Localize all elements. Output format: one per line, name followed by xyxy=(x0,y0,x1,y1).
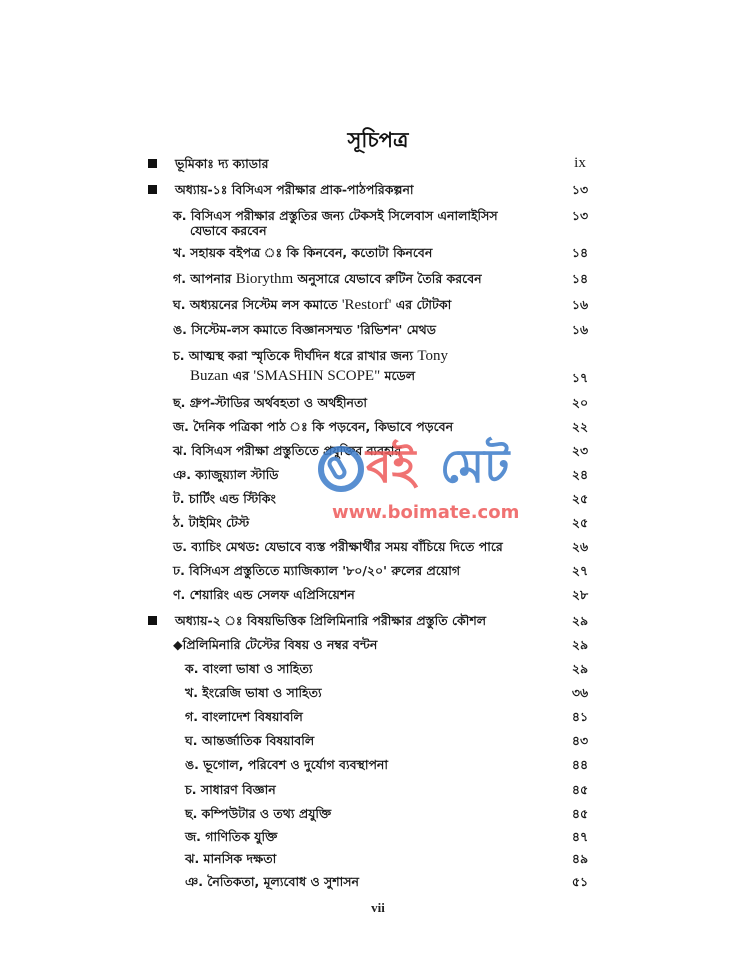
toc-label xyxy=(173,297,451,313)
toc-label-part: এর xyxy=(228,368,254,383)
toc-label: ঞ. ক্যাজুয়্যাল স্টাডি xyxy=(173,467,279,482)
toc-label: ড. ব্যাচিং মেথড: যেভাবে ব্যস্ত পরীক্ষার্থীর সময় বাঁচিয়ে দিতে পারে xyxy=(173,539,503,554)
toc-label: ঘ. আন্তর্জাতিক বিষয়াবলি xyxy=(185,733,315,748)
toc-page-number: ix xyxy=(574,155,586,171)
toc-page-number: ২৫ xyxy=(571,491,589,506)
watermark-url: www.boimate.com xyxy=(332,502,520,523)
toc-page-number: ২৯ xyxy=(571,637,589,652)
toc-page-number: ৪৫ xyxy=(571,806,589,821)
toc-label xyxy=(173,271,482,287)
toc-label: ঠ. টাইমিং টেস্ট xyxy=(173,515,250,530)
toc-label: ঞ. নৈতিকতা, মূল্যবোধ ও সুশাসন xyxy=(185,874,360,889)
toc-page-number: ৪৭ xyxy=(571,829,589,844)
toc-label-part: অনুসারে যেভাবে রুটিন তৈরি করবেন xyxy=(293,271,482,286)
square-bullet-icon xyxy=(148,159,157,168)
toc-label-latin: 'SMASHIN SCOPE" xyxy=(253,368,381,384)
toc-page-number: ২৭ xyxy=(571,563,589,578)
paperclip-icon xyxy=(325,454,349,482)
toc-label: ভূমিকাঃ দ্য ক্যাডার xyxy=(175,156,269,171)
toc-label-part: ঘ. অধ্যয়নের সিস্টেম লস কমাতে xyxy=(173,297,342,312)
toc-label: ঢ. বিসিএস প্রস্তুতিতে ম্যাজিক্যাল '৮০/২০' রুলের প্রয়োগ xyxy=(173,563,461,578)
toc-label: জ. গাণিতিক যুক্তি xyxy=(185,829,278,844)
watermark-text-red: বই xyxy=(366,439,416,493)
toc-label-latin: 'Restorf' xyxy=(341,297,392,313)
toc-label: ছ. কম্পিউটার ও তথ্য প্রযুক্তি xyxy=(185,806,332,821)
toc-page-number: ৪৫ xyxy=(571,782,589,797)
toc-label: ছ. গ্রুপ-স্টাডির অর্থবহতা ও অর্থহীনতা xyxy=(173,395,367,410)
toc-page-number: ২৮ xyxy=(571,587,589,602)
toc-label: ◆প্রিলিমিনারি টেস্টের বিষয় ও নম্বর বন্টন xyxy=(173,637,378,652)
toc-label: ঝ. মানসিক দক্ষতা xyxy=(185,851,277,866)
toc-label-latin: Tony xyxy=(417,348,448,364)
toc-page-number: ১৪ xyxy=(571,271,589,286)
toc-label-continued: যেভাবে করবেন xyxy=(190,223,267,238)
page-title: সূচিপত্র xyxy=(347,128,409,152)
toc-label: ণ. শেয়ারিং এন্ড সেলফ এপ্রিসিয়েশন xyxy=(173,587,355,602)
toc-page-number: ৩৬ xyxy=(571,685,589,700)
square-bullet-icon xyxy=(148,185,157,194)
toc-page-number: ১৩ xyxy=(571,182,589,197)
toc-label: ঙ. ভূগোল, পরিবেশ ও দুর্যোগ ব্যবস্থাপনা xyxy=(185,757,389,772)
toc-page-number: ২৩ xyxy=(571,443,589,458)
toc-label: ক. বিসিএস পরীক্ষার প্রস্তুতির জন্য টেকসই সিলেবাস এনালাইসিস xyxy=(173,208,498,223)
toc-page-number: ২৯ xyxy=(571,661,589,676)
toc-page-number: ৪৩ xyxy=(571,733,589,748)
toc-page-number: ১৬ xyxy=(571,322,589,337)
toc-label xyxy=(173,348,448,364)
toc-page-number: ১৭ xyxy=(571,370,589,385)
toc-label-part: গ. আপনার xyxy=(173,271,236,286)
toc-label-latin: Buzan xyxy=(190,368,229,384)
toc-label-continued xyxy=(190,368,415,384)
toc-page-number: ৪১ xyxy=(571,709,589,724)
toc-label: অধ্যায়-১ঃ বিসিএস পরীক্ষার প্রাক-পাঠপরিকল্পনা xyxy=(175,182,414,197)
toc-page-number: ৪৯ xyxy=(571,851,589,866)
toc-label: চ. সাধারণ বিজ্ঞান xyxy=(185,782,276,797)
watermark-text-blue: মেট xyxy=(440,439,510,493)
toc-page-number: ২৪ xyxy=(571,467,589,482)
toc-label-part: চ. আত্মস্থ করা স্মৃতিকে দীর্ঘদিন ধরে রাখার জন্য xyxy=(173,348,418,363)
toc-page-number: ২২ xyxy=(571,419,589,434)
toc-label: অধ্যায়-২ ঃ বিষয়ভিত্তিক প্রিলিমিনারি পরীক্ষার প্রস্তুতি কৌশল xyxy=(175,613,487,628)
toc-label: ঝ. বিসিএস পরীক্ষা প্রস্তুতিতে প্রযুক্তির ব্যবহার xyxy=(173,443,402,458)
toc-page-number: ১৩ xyxy=(571,208,589,223)
toc-label-part: এর টোটকা xyxy=(391,297,452,312)
toc-page-number: ৪৪ xyxy=(571,757,589,772)
toc-label: খ. সহায়ক বইপত্র ঃ কি কিনবেন, কতোটা কিনবেন xyxy=(173,245,433,260)
toc-label-latin: Biorythm xyxy=(235,271,294,287)
toc-page-number: ২৯ xyxy=(571,613,589,628)
toc-page-number: ২৫ xyxy=(571,515,589,530)
square-bullet-icon xyxy=(148,616,157,625)
toc-page-number: ১৬ xyxy=(571,297,589,312)
toc-page-number: ২০ xyxy=(571,395,589,410)
toc-label: গ. বাংলাদেশ বিষয়াবলি xyxy=(185,709,303,724)
toc-label: খ. ইংরেজি ভাষা ও সাহিত্য xyxy=(185,685,322,700)
toc-label-part: মডেল xyxy=(380,368,416,383)
toc-page-number: ৫১ xyxy=(571,874,589,889)
toc-label: ঙ. সিস্টেম-লস কমাতে বিজ্ঞানসম্মত 'রিভিশন' মেথড xyxy=(173,322,436,337)
footer-page-number: vii xyxy=(371,900,385,915)
toc-label: ট. চার্টিং এন্ড স্টিকিং xyxy=(173,491,276,506)
toc-label: জ. দৈনিক পত্রিকা পাঠ ঃ কি পড়বেন, কিভাবে পড়বেন xyxy=(173,419,454,434)
toc-page-number: ২৬ xyxy=(571,539,589,554)
toc-page-number: ১৪ xyxy=(571,245,589,260)
toc-label: ক. বাংলা ভাষা ও সাহিত্য xyxy=(185,661,313,676)
